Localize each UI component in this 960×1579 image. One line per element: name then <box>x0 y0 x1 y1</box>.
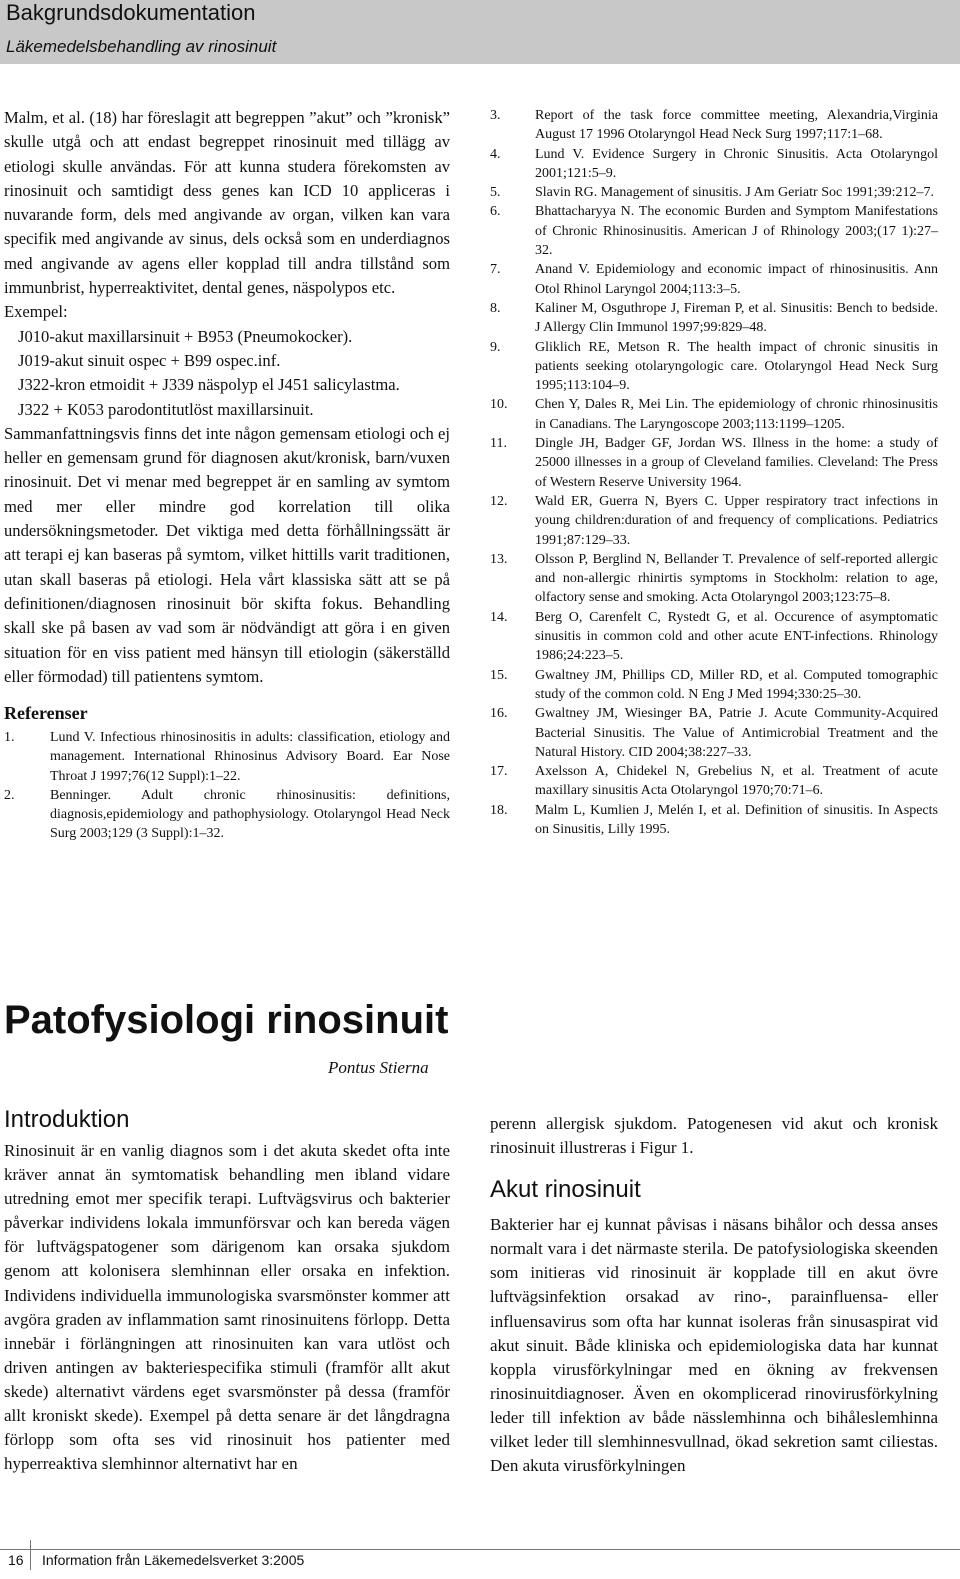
right-column-references <box>490 106 938 839</box>
reference-item <box>490 260 938 299</box>
reference-item <box>490 550 938 608</box>
reference-text: Benninger. Adult chronic rhinosinusitis: definitions, diagnosis,epidemiology and pathophysiology. Otolaryngol Head Neck Surg 2003;129 (3 Suppl):1–32. <box>50 787 450 842</box>
reference-text: Chen Y, Dales R, Mei Lin. The epidemiology of chronic rhinosinusitis in Canadians. The Laryngoscope 2003;113:1199–1205. <box>535 397 938 432</box>
reference-item <box>490 183 938 202</box>
section-heading-akut-rinosinuit: Akut rinosinuit <box>490 1176 641 1204</box>
reference-number: 2. <box>4 787 15 803</box>
reference-item <box>4 728 450 786</box>
reference-item <box>490 299 938 338</box>
reference-number: 13. <box>490 551 508 567</box>
page-footer <box>0 1540 960 1579</box>
page-number: 16 <box>8 1552 24 1568</box>
example-line: J322 + K053 parodontitutlöst maxillarsinuit. <box>18 399 314 419</box>
paragraph: perenn allergisk sjukdom. Patogenesen vid akut och kronisk rinosinuit illustreras i Figur 1. <box>490 1114 938 1158</box>
reference-text: Malm L, Kumlien J, Melén I, et al. Definition of sinusitis. In Aspects on Sinusitis, Lilly 1995. <box>535 802 938 837</box>
references-heading: Referenser <box>4 703 88 724</box>
reference-number: 7. <box>490 262 501 278</box>
article-title: Patofysiologi rinosinuit <box>4 998 449 1042</box>
paragraph: Rinosinuit är en vanlig diagnos som i det akuta skedet ofta inte kräver annat än symtomatisk behandling men ibland vidare utredning emot mer specifik terapi. Luftvägsvirus och bakterier påverkar individens lokala immunförsvar och kan bereda vägen för luftvägspatogener som därigenom kan orsaka sjukdom genom att kolonisera slemhinnan eller orsaka en infektion. Individens individuella immunologiska svarsmönster kommer att avgöra graden av inflammation samt rinosinuitens förlopp. Detta innebär i förlängningen att rinosinuiten kan vara utlöst och driven antingen av bakteriespecifika stimuli (framför allt akut skede) alternativt värdens eget svarsmönster på dessa (framför allt kroniskt skede). Exempel på detta senare är det långdragna förlopp som ofta ses vid rinosinuit hos patienter med hyperreaktiva slemhinnor alternativt har en <box>4 1141 450 1474</box>
reference-item <box>490 801 938 840</box>
example-line: J010-akut maxillarsinuit + B953 (Pneumokocker). <box>18 326 353 346</box>
reference-number: 12. <box>490 493 508 509</box>
reference-number: 14. <box>490 609 508 625</box>
reference-number: 11. <box>490 436 507 452</box>
section-heading-introduktion: Introduktion <box>4 1106 130 1133</box>
section-title: Bakgrundsdokumentation <box>6 0 256 25</box>
reference-text: Lund V. Infectious rhinosinositis in adults: classification, etiology and management. International Rhinosinus Advisory Board. Ear Nose Throat J 1997;76(12 Suppl):1–22. <box>50 730 450 784</box>
paragraph: Malm, et al. (18) har föreslagit att begreppen ”akut” och ”kronisk” skulle utgå och att endast begreppet rinosinuit med tillägg av etiologi skulle användas. För att kunna studera förekomsten av rinosinuit och samtidigt dess genes kan ICD 10 appliceras i nuvarande form, dels med angivande av organ, vilken kan vara specifik med angivande av sinus, dels också som en underdiagnos med angivande av agens eller kopplad till andra tillstånd som immunbrist, hyperreaktivitet, dental genes, näspolypos etc. <box>4 108 450 298</box>
reference-text: Dingle JH, Badger GF, Jordan WS. Illness in the home: a study of 25000 illnesses in a group of Cleveland families. Cleveland: The Press of Western Reserve University 1964. <box>535 436 938 490</box>
reference-number: 10. <box>490 397 508 413</box>
reference-number: 16. <box>490 706 508 722</box>
example-label: Exempel: <box>4 302 68 322</box>
reference-item <box>490 338 938 396</box>
reference-text: Gwaltney JM, Phillips CD, Miller RD, et al. Computed tomographic study of the common cold. N Eng J Med 1994;330:25–30. <box>535 667 938 702</box>
example-line: J019-akut sinuit ospec + B99 ospec.inf. <box>18 350 281 370</box>
reference-item <box>490 434 938 492</box>
example-line: J322-kron etmoidit + J339 näspolyp el J451 salicylastma. <box>18 375 400 395</box>
reference-item <box>490 666 938 705</box>
footer-text <box>8 1552 304 1568</box>
paragraph: Bakterier har ej kunnat påvisas i näsans bihålor och dessa anses normalt vara i det närmaste sterila. De patofysiologiska skeenden som initieras vid rinosinuit är kopplade till en akut övre luftvägsinfektion orsakad av rino-, parainfluensa- eller influensavirus som ofta har kunnat isoleras från sinusaspirat vid akut sinuit. Både kliniska och epidemiologiska data har kunnat koppla virusförkylningar med en ökning av frekvensen rinosinuitdiagnoser. Även en okomplicerad rinovirusförkylning leder till infektion av både nässlemhinna och bihåleslemhinna vilket leder till slemhinnesvullnad, ökad sekretion samt ciliestas. Den akuta virusförkylningen <box>490 1215 938 1476</box>
reference-text: Bhattacharyya N. The economic Burden and Symptom Manifestations of Chronic Rhinosinusitis. American J of Rhinology 2003;(17 1):27–32. <box>535 204 938 259</box>
reference-number: 4. <box>490 146 501 162</box>
paragraph: Sammanfattningsvis finns det inte någon gemensam etiologi och ej heller en gemensam grund för diagnosen akut/kronisk, barn/vuxen rinosinuit. Det vi menar med begreppet är en samling av symtom med mer eller mindre god korrelation till olika undersökningsmetoder. Det viktiga med detta förhållningssätt är att terapi ej kan baseras på symtom, vilket hittills varit traditionen, utan skall baseras på etiologi. Hela vårt klassiska sätt att se på definitionen/diagnosen rinosinuit bör skifta fokus. Behandling skall ske på basen av vad som är nödvändigt att göra i en given situation för en viss patient med hänsyn till etiologin (säkerställd eller förmodad) till patientens symtom. <box>4 423 450 686</box>
reference-text: Berg O, Carenfelt C, Rystedt G, et al. Occurence of asymptomatic sinusitis in common cold and other acute ENT-infections. Rhinology 1986;24:223–5. <box>535 609 938 664</box>
reference-text: Gwaltney JM, Wiesinger BA, Patrie J. Acute Community-Acquired Bacterial Sinusitis. The Value of Antimicrobial Treatment and the Natural History. CID 2004;38:227–33. <box>535 706 938 760</box>
reference-item <box>490 395 938 434</box>
reference-number: 15. <box>490 667 508 683</box>
reference-text: Olsson P, Berglind N, Bellander T. Prevalence of self-reported allergic and non-allergic rhinirtis symptoms in Stockholm: relation to age, olfactory sense and smoking. Acta Otolaryngol 2003;123:75–8. <box>535 551 938 606</box>
reference-text: Anand V. Epidemiology and economic impact of rhinosinusitis. Ann Otol Rhinol Laryngol 2004;113:3–5. <box>535 262 938 297</box>
reference-item <box>490 762 938 801</box>
footer-rule <box>0 1549 960 1550</box>
reference-number: 6. <box>490 204 501 220</box>
reference-text: Gliklich RE, Metson R. The health impact of chronic sinusitis in patients seeking otolaryngologic care. Otolaryngol Head Neck Surg 1995;113:104–9. <box>535 339 938 394</box>
reference-item <box>490 202 938 260</box>
reference-number: 9. <box>490 339 501 355</box>
reference-number: 5. <box>490 185 501 201</box>
reference-number: 3. <box>490 108 501 123</box>
right-column-bottom <box>490 1112 938 1478</box>
reference-item <box>490 145 938 184</box>
reference-item <box>490 106 938 145</box>
reference-text: Slavin RG. Management of sinusitis. J Am Geriatr Soc 1991;39:212–7. <box>535 185 934 201</box>
article-author: Pontus Stierna <box>328 1058 429 1077</box>
page-header <box>0 0 960 64</box>
reference-text: Lund V. Evidence Surgery in Chronic Sinusitis. Acta Otolaryngol 2001;121:5–9. <box>535 146 938 181</box>
reference-number: 8. <box>490 300 501 316</box>
reference-text: Wald ER, Guerra N, Byers C. Upper respiratory tract infections in young children:duration of and frequency of complications. Pediatrics 1991;87:129–33. <box>535 493 938 548</box>
section-subtitle: Läkemedelsbehandling av rinosinuit <box>6 37 277 56</box>
reference-number: 1. <box>4 730 15 746</box>
reference-item <box>4 786 450 844</box>
left-column-bottom <box>4 1106 450 1476</box>
reference-text: Report of the task force committee meeting, Alexandria,Virginia August 17 1996 Otolaryngol Head Neck Surg 1997;117:1–68. <box>535 108 938 143</box>
reference-text: Kaliner M, Osguthrope J, Fireman P, et al. Sinusitis: Bench to bedside. J Allergy Clin Immunol 1997;99:829–48. <box>535 300 938 336</box>
reference-item <box>490 492 938 550</box>
reference-item <box>490 704 938 762</box>
reference-text: Axelsson A, Chidekel N, Grebelius N, et al. Treatment of acute maxillary sinusitis Acta Otolaryngol 1970;70:71–6. <box>535 764 938 799</box>
reference-item <box>490 608 938 666</box>
reference-number: 17. <box>490 764 508 780</box>
left-column-top <box>4 106 450 843</box>
reference-number: 18. <box>490 802 508 818</box>
publication-name: Information från Läkemedelsverket 3:2005 <box>42 1552 305 1568</box>
